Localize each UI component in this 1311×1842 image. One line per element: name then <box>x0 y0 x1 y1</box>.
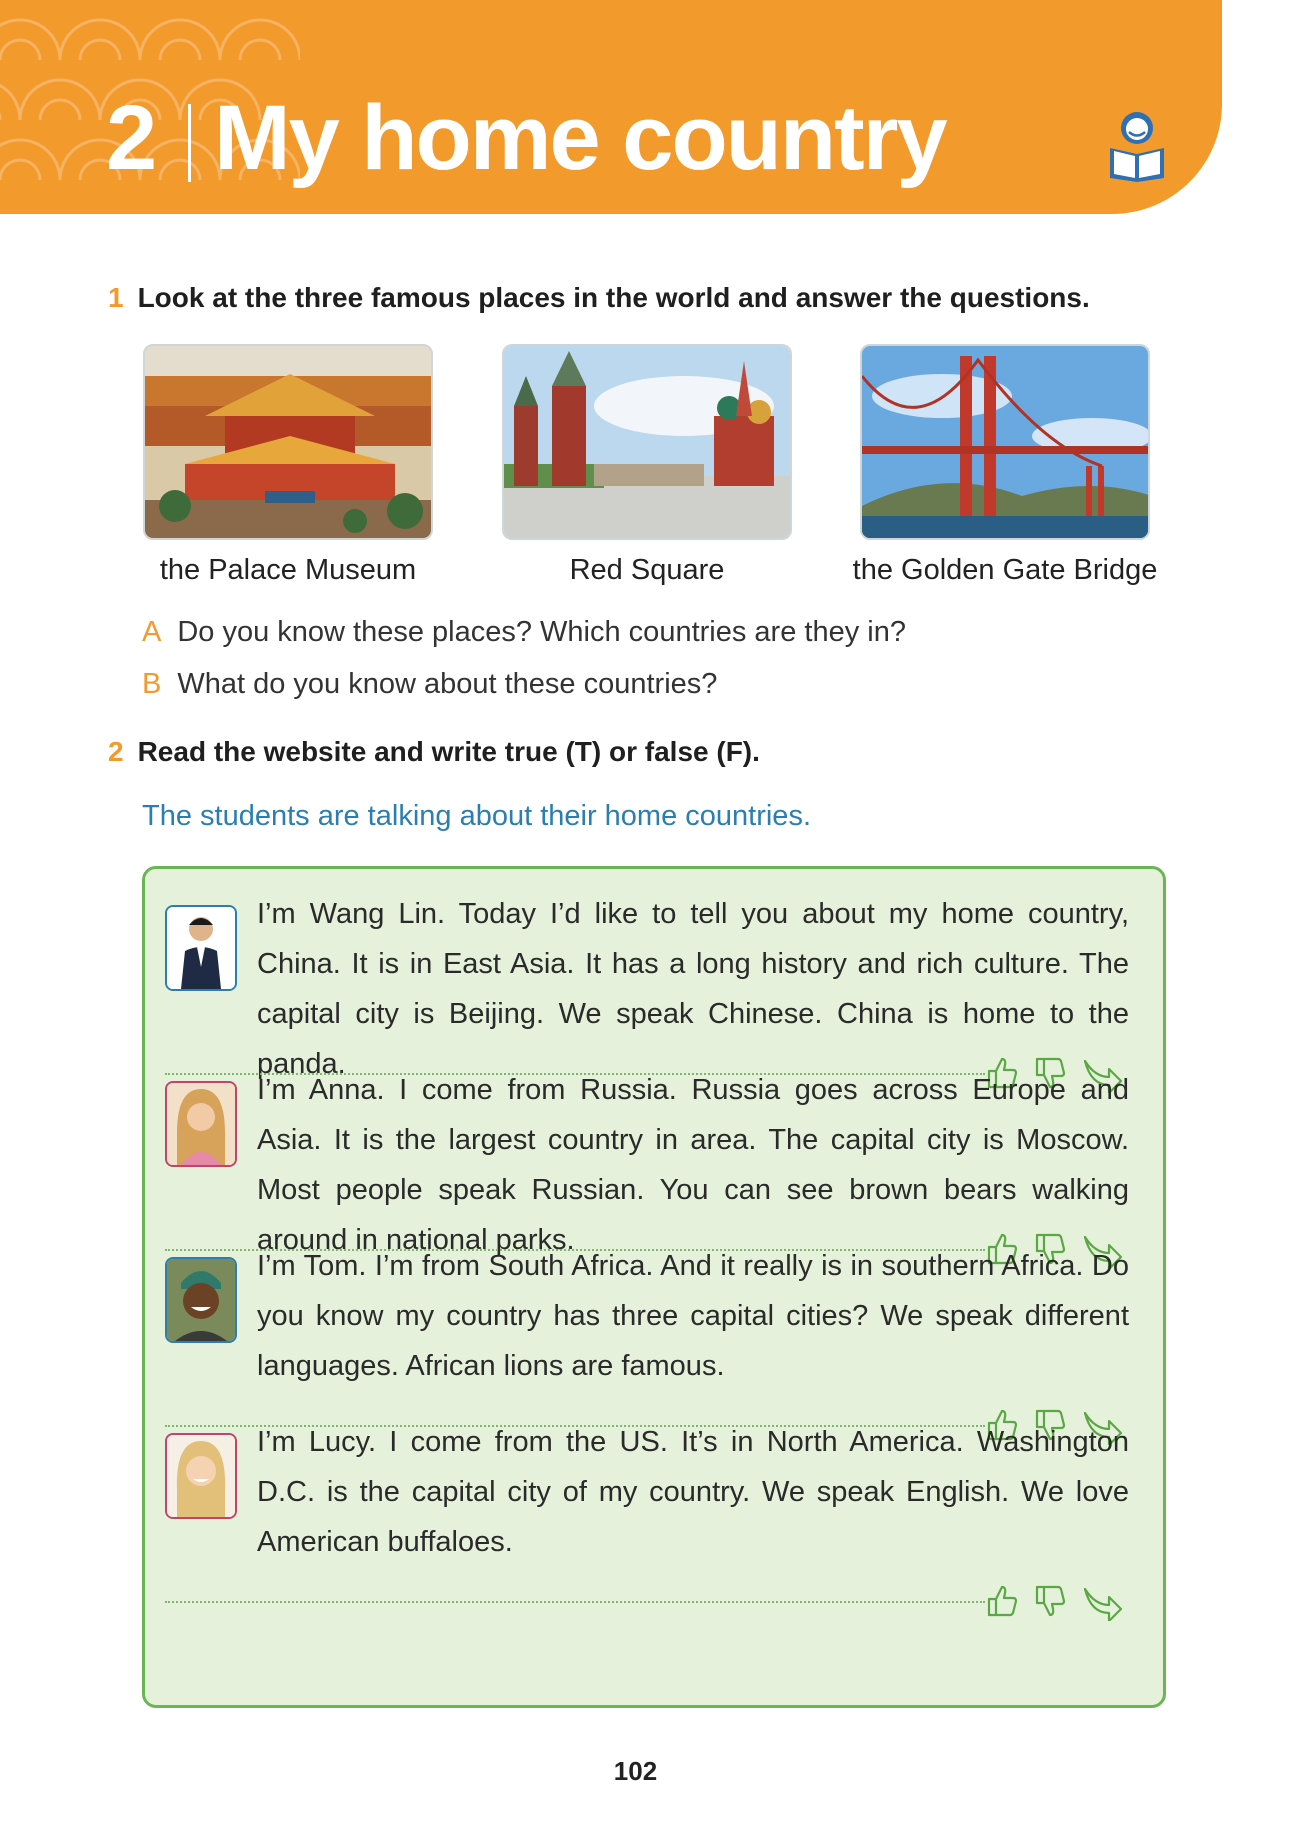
reader-icon <box>1104 108 1170 182</box>
post-text: I’m Wang Lin. Today I’d like to tell you about my home country, China. It is in East Asia. It has a long history and rich culture. The capital city is Beijing. We speak Chinese. China is home to the panda. <box>257 898 1129 1080</box>
section-number: 1 <box>108 282 124 313</box>
title-separator <box>188 104 191 182</box>
question-b <box>142 668 717 701</box>
palace-museum-photo <box>143 344 433 540</box>
page-title: My home country <box>214 87 946 189</box>
avatar <box>165 1081 237 1167</box>
post-text: I’m Anna. I come from Russia. Russia goes across Europe and Asia. It is the largest country in area. The capital city is Moscow. Most people speak Russian. You can see brown bears walking around in national parks. <box>257 1074 1129 1256</box>
place-caption: the Golden Gate Bridge <box>852 554 1158 586</box>
question-text: What do you know about these countries? <box>177 668 718 700</box>
avatar <box>165 1433 237 1519</box>
question-text: Do you know these places? Which countries are they in? <box>177 616 906 648</box>
question-letter: B <box>142 668 162 700</box>
section-number: 2 <box>108 736 124 767</box>
question-a <box>142 616 906 649</box>
post-text: I’m Lucy. I come from the US. It’s in North America. Washington D.C. is the capital city of my country. We speak English. We love American buffaloes. <box>257 1426 1129 1558</box>
website-intro: The students are talking about their home countries. <box>142 800 811 832</box>
page-number: 102 <box>613 1756 658 1786</box>
unit-number: 2 <box>106 87 158 189</box>
post-text: I’m Tom. I’m from South Africa. And it really is in southern Africa. Do you know my country has three capital cities? We speak different languages. African lions are famous. <box>257 1250 1129 1382</box>
red-square-photo <box>502 344 792 540</box>
section-instruction: Read the website and write true (T) or false (F). <box>137 736 760 767</box>
website-posts-box <box>142 866 1166 1708</box>
post-actions <box>981 1581 1131 1625</box>
section-1-heading <box>108 282 1090 314</box>
place-caption: Red Square <box>569 554 725 586</box>
place-caption: the Palace Museum <box>159 554 417 586</box>
unit-header-banner <box>0 0 1222 214</box>
divider <box>165 1601 985 1603</box>
golden-gate-bridge-photo <box>860 344 1150 540</box>
section-instruction: Look at the three famous places in the world and answer the questions. <box>137 282 1090 313</box>
avatar <box>165 905 237 991</box>
thumbs-up-icon[interactable] <box>981 1581 1021 1621</box>
thumbs-down-icon[interactable] <box>1029 1581 1069 1621</box>
section-2-heading <box>108 736 760 768</box>
share-icon[interactable] <box>1081 1581 1125 1621</box>
avatar <box>165 1257 237 1343</box>
question-letter: A <box>142 616 162 648</box>
